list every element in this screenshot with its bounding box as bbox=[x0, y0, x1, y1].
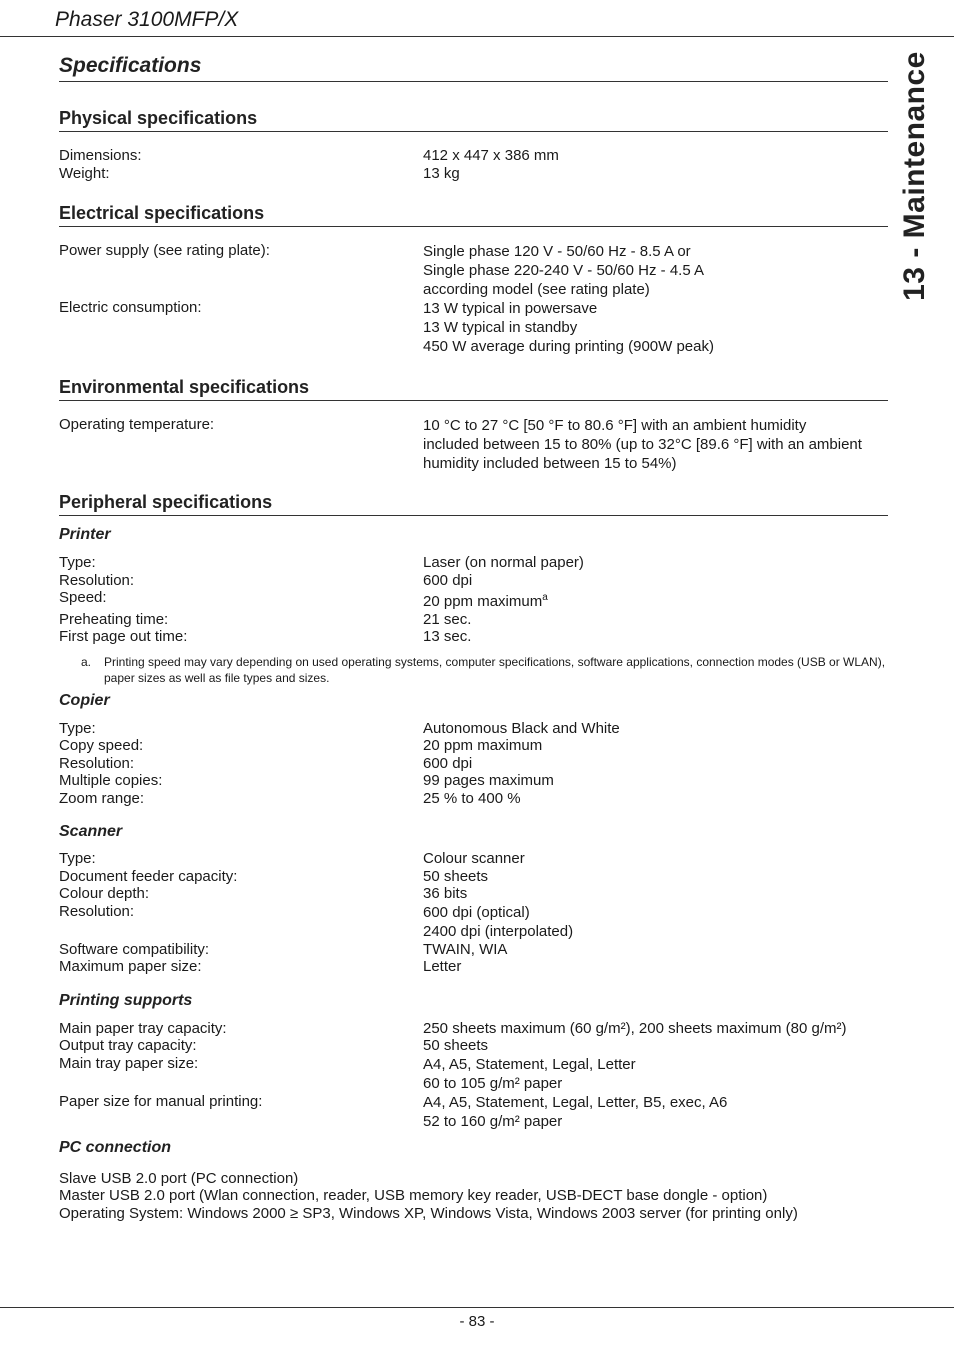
spec-label: Operating temperature: bbox=[59, 416, 215, 433]
spec-row bbox=[59, 242, 888, 299]
spec-row bbox=[59, 589, 888, 611]
page-number: - 83 - bbox=[459, 1313, 495, 1330]
spec-value-line: 60 to 105 g/m² paper bbox=[423, 1074, 563, 1092]
spec-label: Paper size for manual printing: bbox=[59, 1092, 263, 1110]
spec-value bbox=[423, 903, 888, 941]
spec-row bbox=[59, 885, 888, 903]
spec-value-line: Letter bbox=[423, 958, 462, 975]
spec-row bbox=[59, 299, 888, 356]
spec-value bbox=[423, 1093, 888, 1131]
spec-value bbox=[423, 416, 888, 473]
spec-value bbox=[423, 958, 888, 976]
spec-label: Software compatibility: bbox=[59, 940, 210, 958]
spec-label: Maximum paper size: bbox=[59, 958, 202, 975]
pc-connection-line: Slave USB 2.0 port (PC connection) bbox=[59, 1169, 299, 1187]
spec-label: Power supply (see rating plate): bbox=[59, 242, 270, 259]
spec-label: Copy speed: bbox=[59, 737, 144, 754]
spec-row bbox=[59, 416, 888, 473]
spec-row bbox=[59, 903, 888, 941]
spec-row bbox=[59, 868, 888, 886]
spec-row bbox=[59, 772, 888, 790]
pc-connection-subheading: PC connection bbox=[59, 1138, 172, 1156]
spec-label: Main paper tray capacity: bbox=[59, 1019, 227, 1037]
spec-row bbox=[59, 720, 888, 738]
spec-value bbox=[423, 628, 888, 646]
spec-value-line: 13 sec. bbox=[423, 628, 472, 645]
spec-row bbox=[59, 755, 888, 773]
chapter-side-tab bbox=[893, 51, 937, 301]
footnote-text: Printing speed may vary depending on used operating systems, computer specifications, software applications, connection modes (USB or WLAN), paper sizes as well as file types and sizes. bbox=[104, 654, 886, 685]
spec-value-line: 600 dpi bbox=[423, 754, 473, 772]
section-title: Specifications bbox=[59, 54, 888, 82]
spec-value-line: 20 ppm maximum bbox=[423, 593, 543, 610]
spec-row bbox=[59, 165, 888, 183]
spec-value bbox=[423, 165, 888, 183]
spec-label: Resolution: bbox=[59, 571, 135, 589]
spec-label: Zoom range: bbox=[59, 789, 145, 807]
spec-row bbox=[59, 790, 888, 808]
spec-value bbox=[423, 720, 888, 738]
spec-value bbox=[423, 755, 888, 773]
spec-label: Colour depth: bbox=[59, 885, 150, 902]
environmental-spec-table bbox=[59, 416, 888, 473]
spec-value bbox=[423, 589, 888, 611]
spec-label: Type: bbox=[59, 554, 96, 571]
spec-row bbox=[59, 628, 888, 646]
copier-subheading: Copier bbox=[59, 691, 110, 709]
spec-label: Output tray capacity: bbox=[59, 1037, 197, 1054]
spec-value-line: 600 dpi (optical) bbox=[423, 903, 530, 921]
spec-row bbox=[59, 1020, 888, 1038]
spec-value-line: 99 pages maximum bbox=[423, 772, 554, 789]
spec-label: Type: bbox=[59, 850, 96, 867]
spec-row bbox=[59, 1055, 888, 1093]
spec-value-line: humidity included between 15 to 54%) bbox=[423, 455, 677, 472]
spec-value bbox=[423, 147, 888, 165]
spec-value-line: 50 sheets bbox=[423, 867, 489, 885]
scanner-subheading: Scanner bbox=[59, 823, 123, 840]
spec-row bbox=[59, 850, 888, 868]
physical-spec-table bbox=[59, 147, 888, 182]
footnote-marker: a. bbox=[81, 654, 92, 669]
spec-row bbox=[59, 1037, 888, 1055]
spec-value bbox=[423, 790, 888, 808]
spec-value bbox=[423, 885, 888, 903]
spec-label: Type: bbox=[59, 719, 96, 737]
peripheral-heading: Peripheral specifications bbox=[59, 492, 888, 516]
environmental-heading: Environmental specifications bbox=[59, 377, 888, 401]
printing-supports-spec-table bbox=[59, 1020, 888, 1131]
physical-heading: Physical specifications bbox=[59, 108, 888, 132]
spec-value bbox=[423, 554, 888, 572]
spec-row bbox=[59, 147, 888, 165]
spec-label: Resolution: bbox=[59, 754, 135, 772]
spec-value bbox=[423, 572, 888, 590]
spec-value bbox=[423, 772, 888, 790]
spec-value bbox=[423, 299, 888, 356]
spec-row bbox=[59, 1093, 888, 1131]
spec-label: Speed: bbox=[59, 589, 107, 606]
spec-value bbox=[423, 868, 888, 886]
electrical-heading: Electrical specifications bbox=[59, 203, 888, 227]
spec-value-line: according model (see rating plate) bbox=[423, 281, 650, 298]
document-header-title: Phaser 3100MFP/X bbox=[55, 8, 239, 31]
spec-value bbox=[423, 1055, 888, 1093]
printer-spec-table bbox=[59, 554, 888, 646]
spec-value-line: 13 kg bbox=[423, 164, 460, 182]
spec-value bbox=[423, 1020, 888, 1038]
spec-value-line: 2400 dpi (interpolated) bbox=[423, 922, 574, 940]
spec-label: Electric consumption: bbox=[59, 299, 202, 316]
spec-value-line: 50 sheets bbox=[423, 1037, 489, 1054]
chapter-label: 13 - Maintenance bbox=[898, 51, 931, 301]
spec-row bbox=[59, 611, 888, 629]
spec-label: Multiple copies: bbox=[59, 772, 163, 789]
pc-connection-line: Operating System: Windows 2000 ≥ SP3, Windows XP, Windows Vista, Windows 2003 server (for printing only) bbox=[59, 1204, 798, 1222]
printer-subheading: Printer bbox=[59, 526, 111, 543]
spec-value-line: included between 15 to 80% (up to 32°C [89.6 °F] with an ambient bbox=[423, 436, 862, 453]
spec-value bbox=[423, 242, 888, 299]
spec-label: Dimensions: bbox=[59, 147, 142, 164]
spec-row bbox=[59, 737, 888, 755]
spec-value bbox=[423, 737, 888, 755]
electrical-spec-table bbox=[59, 242, 888, 356]
spec-value-line: 13 W typical in powersave bbox=[423, 300, 598, 317]
spec-value-line: 450 W average during printing (900W peak) bbox=[423, 338, 714, 355]
spec-value-line: 13 W typical in standby bbox=[423, 319, 578, 336]
spec-value bbox=[423, 941, 888, 959]
spec-value-line: Single phase 120 V - 50/60 Hz - 8.5 A or bbox=[423, 243, 691, 260]
spec-value-line: 52 to 160 g/m² paper bbox=[423, 1112, 563, 1130]
spec-label: Weight: bbox=[59, 164, 110, 182]
spec-value-line: A4, A5, Statement, Legal, Letter, B5, exec, A6 bbox=[423, 1093, 728, 1111]
pc-connection-line: Master USB 2.0 port (Wlan connection, reader, USB memory key reader, USB-DECT base dongle - option) bbox=[59, 1187, 768, 1204]
spec-value bbox=[423, 850, 888, 868]
printer-footnote bbox=[81, 654, 888, 686]
spec-value-line: 250 sheets maximum (60 g/m²), 200 sheets maximum (80 g/m²) bbox=[423, 1019, 847, 1037]
spec-value bbox=[423, 611, 888, 629]
spec-value-line: 20 ppm maximum bbox=[423, 737, 543, 754]
spec-value-line: A4, A5, Statement, Legal, Letter bbox=[423, 1055, 636, 1073]
spec-value-line: 600 dpi bbox=[423, 571, 473, 589]
spec-value-line: 10 °C to 27 °C [50 °F to 80.6 °F] with an ambient humidity bbox=[423, 417, 807, 434]
spec-row bbox=[59, 572, 888, 590]
scanner-spec-table bbox=[59, 850, 888, 976]
printing-supports-subheading: Printing supports bbox=[59, 991, 193, 1009]
spec-label: First page out time: bbox=[59, 628, 188, 645]
spec-value-line: Autonomous Black and White bbox=[423, 719, 620, 737]
spec-label: Resolution: bbox=[59, 902, 135, 920]
spec-label: Main tray paper size: bbox=[59, 1054, 199, 1072]
spec-value-line: Colour scanner bbox=[423, 850, 525, 867]
spec-label: Document feeder capacity: bbox=[59, 867, 238, 885]
spec-label: Preheating time: bbox=[59, 610, 169, 628]
footer-divider bbox=[0, 1307, 954, 1308]
spec-row bbox=[59, 958, 888, 976]
spec-value bbox=[423, 1037, 888, 1055]
copier-spec-table bbox=[59, 720, 888, 808]
spec-value-line: 25 % to 400 % bbox=[423, 789, 521, 807]
page-content bbox=[59, 54, 888, 1222]
header-divider bbox=[0, 36, 954, 37]
spec-row bbox=[59, 941, 888, 959]
spec-value-line: Single phase 220-240 V - 50/60 Hz - 4.5 A bbox=[423, 262, 705, 279]
spec-row bbox=[59, 554, 888, 572]
footnote-reference: a bbox=[542, 592, 548, 603]
spec-value-line: 36 bits bbox=[423, 885, 468, 902]
spec-value-line: 412 x 447 x 386 mm bbox=[423, 147, 559, 164]
spec-value-line: TWAIN, WIA bbox=[423, 940, 508, 958]
spec-value-line: 21 sec. bbox=[423, 610, 472, 628]
spec-value-line: Laser (on normal paper) bbox=[423, 554, 584, 571]
pc-connection-lines bbox=[59, 1170, 888, 1223]
